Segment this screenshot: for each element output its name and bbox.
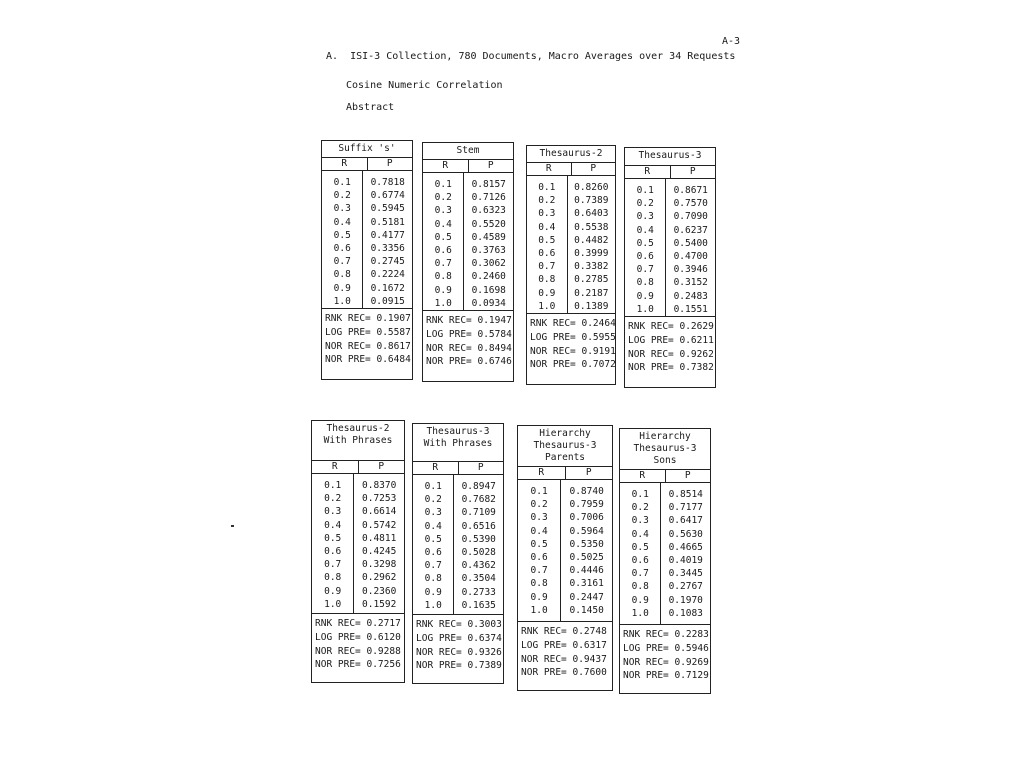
precision-value: 0.2447 <box>569 591 604 603</box>
recall-value: 0.8 <box>424 573 442 585</box>
precision-value: 0.3152 <box>673 277 708 289</box>
precision-value: 0.8157 <box>471 179 506 190</box>
recall-value: 0.3 <box>530 512 548 524</box>
precision-value: 0.5028 <box>461 547 496 559</box>
table-summary <box>312 614 404 682</box>
table-summary <box>423 311 513 381</box>
recall-value: 0.7 <box>324 559 342 571</box>
summary-line: RNK REC= 0.2629 <box>628 321 714 332</box>
recall-value: 0.3 <box>636 211 654 223</box>
precision-value: 0.7570 <box>673 198 708 210</box>
summary-line: RNK REC= 0.1947 <box>426 315 512 326</box>
precision-value: 0.3382 <box>574 261 609 273</box>
recall-value: 0.9 <box>324 585 342 597</box>
table-title-line: Stem <box>456 145 480 156</box>
table-title <box>322 141 412 158</box>
recall-value: 1.0 <box>530 604 548 616</box>
recall-value: 0.8 <box>333 269 351 281</box>
summary-line: NOR PRE= 0.6484 <box>325 354 411 366</box>
precision-value: 0.2767 <box>668 581 703 593</box>
table-summary <box>620 625 710 693</box>
results-table <box>619 428 711 694</box>
summary-line: NOR PRE= 0.7129 <box>623 670 709 682</box>
recall-value: 0.6 <box>636 251 654 263</box>
recall-value: 0.2 <box>636 198 654 210</box>
table-title <box>527 146 615 163</box>
recall-value: 0.5 <box>324 532 342 544</box>
precision-value: 0.7959 <box>569 499 604 511</box>
table-title-line: Thesaurus-3 <box>426 426 490 437</box>
summary-line: RNK REC= 0.2283 <box>623 629 709 640</box>
table-title-line: Thesaurus-3 <box>633 443 697 454</box>
recall-value: 0.1 <box>530 486 548 497</box>
precision-value: 0.4446 <box>569 565 604 577</box>
summary-line: NOR REC= 0.9326 <box>416 646 502 658</box>
summary-line: NOR PRE= 0.7256 <box>315 659 401 671</box>
recall-value: 0.4 <box>631 528 649 540</box>
results-table <box>412 423 504 684</box>
precision-value: 0.8370 <box>362 480 397 491</box>
precision-value: 0.1083 <box>668 607 703 619</box>
summary-line: NOR REC= 0.9437 <box>521 653 607 665</box>
recall-value: 0.2 <box>530 499 548 511</box>
recall-value: 0.7 <box>538 261 556 273</box>
results-table <box>624 147 716 388</box>
recall-value: 0.5 <box>631 541 649 553</box>
precision-value: 0.4362 <box>461 560 496 572</box>
summary-line: LOG PRE= 0.5955 <box>530 331 616 343</box>
recall-value: 1.0 <box>434 297 452 309</box>
column-headers <box>312 461 404 474</box>
precision-value: 0.2962 <box>362 572 397 584</box>
recall-value: 0.1 <box>333 177 351 188</box>
recall-value: 0.1 <box>324 480 342 491</box>
precision-value: 0.3946 <box>673 264 708 276</box>
precision-value: 0.1551 <box>673 303 708 315</box>
precision-value: 0.6516 <box>461 520 496 532</box>
table-title-line: Suffix 's' <box>338 143 396 154</box>
col-header-p: P <box>487 160 494 171</box>
recall-value: 0.5 <box>636 237 654 249</box>
col-header-p: P <box>689 166 696 177</box>
precision-value: 0.1970 <box>668 594 703 606</box>
column-headers <box>518 467 612 480</box>
precision-value: 0.4665 <box>668 541 703 553</box>
precision-value: 0.3504 <box>461 573 496 585</box>
recall-value: 1.0 <box>631 607 649 619</box>
precision-value: 0.8514 <box>668 489 703 500</box>
precision-value: 0.6417 <box>668 515 703 527</box>
recall-value: 0.1 <box>636 185 654 196</box>
precision-value: 0.2360 <box>362 585 397 597</box>
precision-value: 0.3445 <box>668 568 703 580</box>
precision-value: 0.8740 <box>569 486 604 497</box>
recall-value: 0.2 <box>434 192 452 204</box>
recall-value: 0.4 <box>333 216 351 228</box>
column-headers <box>527 163 615 176</box>
precision-value: 0.4811 <box>362 532 397 544</box>
col-header-p: P <box>378 461 385 472</box>
precision-value: 0.6774 <box>370 190 405 202</box>
recall-value: 0.8 <box>538 274 556 286</box>
precision-value: 0.5964 <box>569 525 604 537</box>
recall-value: 0.8 <box>324 572 342 584</box>
summary-line: NOR PRE= 0.7382 <box>628 362 714 374</box>
summary-line: RNK REC= 0.2464 <box>530 318 616 329</box>
recall-value: 0.1 <box>538 182 556 193</box>
summary-line: NOR PRE= 0.7600 <box>521 667 607 679</box>
col-header-p: P <box>386 158 393 169</box>
precision-value: 0.5945 <box>370 203 405 215</box>
summary-line: LOG PRE= 0.6317 <box>521 639 607 651</box>
precision-value: 0.2187 <box>574 287 609 299</box>
recall-value: 0.9 <box>538 287 556 299</box>
table-title-line: Thesaurus-2 <box>539 148 603 159</box>
col-header-r: R <box>413 462 459 474</box>
precision-value: 0.1592 <box>362 598 397 610</box>
recall-value: 0.5 <box>530 538 548 550</box>
table-title-line: Hierarchy <box>539 428 591 439</box>
table-title-line: With Phrases <box>423 438 493 449</box>
precision-value: 0.4245 <box>362 546 397 558</box>
correlation-heading: Cosine Numeric Correlation <box>346 80 503 91</box>
table-title-line: Sons <box>653 455 677 466</box>
table-summary <box>527 314 615 384</box>
precision-value: 0.5025 <box>569 552 604 564</box>
results-table <box>321 140 413 380</box>
recall-value: 0.2 <box>324 493 342 505</box>
recall-value: 0.8 <box>631 581 649 593</box>
precision-value: 0.1389 <box>574 300 609 312</box>
recall-value: 0.5 <box>333 229 351 241</box>
table-title <box>518 426 612 467</box>
recall-value: 0.7 <box>424 560 442 572</box>
summary-line: RNK REC= 0.2748 <box>521 626 607 637</box>
table-title-line: Parents <box>544 452 586 463</box>
column-headers <box>413 462 503 475</box>
precision-value: 0.2460 <box>471 271 506 283</box>
precision-value: 0.3999 <box>574 248 609 260</box>
recall-value: 1.0 <box>333 295 351 307</box>
precision-value: 0.0934 <box>471 297 506 309</box>
precision-value: 0.4700 <box>673 251 708 263</box>
results-table <box>517 425 613 691</box>
collection-heading: A. ISI-3 Collection, 780 Documents, Macro Averages over 34 Requests <box>326 51 736 62</box>
column-headers <box>322 158 412 171</box>
summary-line: RNK REC= 0.2717 <box>315 618 401 629</box>
precision-value: 0.8671 <box>673 185 708 196</box>
summary-line: NOR PRE= 0.7072 <box>530 359 616 371</box>
recall-value: 0.4 <box>530 525 548 537</box>
summary-line: LOG PRE= 0.6374 <box>416 632 502 644</box>
table-title-line: Thesaurus-2 <box>326 423 390 434</box>
table-body <box>312 474 404 614</box>
recall-value: 0.3 <box>324 506 342 518</box>
precision-value: 0.3298 <box>362 559 397 571</box>
precision-value: 0.7682 <box>461 494 496 506</box>
recall-value: 0.7 <box>631 568 649 580</box>
results-table <box>422 142 514 382</box>
recall-value: 0.8 <box>636 277 654 289</box>
summary-line: LOG PRE= 0.5587 <box>325 326 411 338</box>
summary-line: NOR REC= 0.9288 <box>315 645 401 657</box>
precision-value: 0.3356 <box>370 243 405 255</box>
precision-value: 0.4589 <box>471 231 506 243</box>
precision-value: 0.5181 <box>370 216 405 228</box>
precision-value: 0.5630 <box>668 528 703 540</box>
summary-line: LOG PRE= 0.5784 <box>426 328 512 340</box>
col-header-r: R <box>527 163 572 175</box>
table-body <box>518 480 612 622</box>
precision-value: 0.5520 <box>471 218 506 230</box>
recall-value: 0.3 <box>538 208 556 220</box>
table-body <box>620 483 710 625</box>
precision-value: 0.5742 <box>362 519 397 531</box>
col-header-r: R <box>518 467 566 479</box>
col-header-r: R <box>312 461 359 473</box>
precision-value: 0.5390 <box>461 533 496 545</box>
col-header-p: P <box>684 470 691 481</box>
summary-line: NOR REC= 0.9191 <box>530 345 616 357</box>
recall-value: 0.8 <box>530 578 548 590</box>
page-number: A-3 <box>722 36 741 47</box>
precision-value: 0.4019 <box>668 555 703 567</box>
table-title-line: Thesaurus-3 <box>638 150 702 161</box>
table-body <box>413 475 503 615</box>
table-body <box>423 173 513 311</box>
recall-value: 0.4 <box>324 519 342 531</box>
precision-value: 0.2224 <box>370 269 405 281</box>
col-header-r: R <box>322 158 368 170</box>
recall-value: 0.2 <box>631 502 649 514</box>
column-headers <box>625 166 715 179</box>
recall-value: 0.6 <box>538 248 556 260</box>
recall-value: 0.3 <box>424 507 442 519</box>
precision-value: 0.6323 <box>471 205 506 217</box>
precision-value: 0.6614 <box>362 506 397 518</box>
summary-line: LOG PRE= 0.6120 <box>315 631 401 643</box>
table-title <box>423 143 513 160</box>
summary-line: NOR REC= 0.9269 <box>623 656 709 668</box>
recall-value: 0.7 <box>434 258 452 270</box>
precision-value: 0.7126 <box>471 192 506 204</box>
table-title-line: With Phrases <box>323 435 393 446</box>
precision-value: 0.1450 <box>569 604 604 616</box>
summary-line: NOR REC= 0.8494 <box>426 342 512 354</box>
col-header-p: P <box>590 163 597 174</box>
recall-value: 0.2 <box>333 190 351 202</box>
recall-value: 0.9 <box>434 284 452 296</box>
col-header-r: R <box>620 470 666 482</box>
recall-value: 0.1 <box>424 481 442 492</box>
table-title <box>620 429 710 470</box>
table-title-line: Hierarchy <box>639 431 691 442</box>
summary-line: NOR REC= 0.8617 <box>325 340 411 352</box>
recall-value: 0.7 <box>636 264 654 276</box>
precision-value: 0.3763 <box>471 245 506 257</box>
recall-value: 0.9 <box>530 591 548 603</box>
recall-value: 0.6 <box>434 245 452 257</box>
table-body <box>527 176 615 314</box>
precision-value: 0.5350 <box>569 538 604 550</box>
table-title-line: Thesaurus-3 <box>533 440 597 451</box>
precision-value: 0.2745 <box>370 256 405 268</box>
precision-value: 0.4177 <box>370 229 405 241</box>
table-summary <box>518 622 612 690</box>
recall-value: 0.5 <box>434 231 452 243</box>
precision-value: 0.7177 <box>668 502 703 514</box>
table-body <box>625 179 715 317</box>
precision-value: 0.8260 <box>574 182 609 193</box>
col-header-p: P <box>585 467 592 478</box>
precision-value: 0.7818 <box>370 177 405 188</box>
recall-value: 0.6 <box>324 546 342 558</box>
recall-value: 0.2 <box>424 494 442 506</box>
table-body <box>322 171 412 309</box>
summary-line: NOR PRE= 0.7389 <box>416 660 502 672</box>
summary-line: LOG PRE= 0.6211 <box>628 334 714 346</box>
precision-value: 0.5538 <box>574 221 609 233</box>
precision-value: 0.5400 <box>673 237 708 249</box>
recall-value: 0.9 <box>333 282 351 294</box>
recall-value: 0.4 <box>538 221 556 233</box>
recall-value: 0.9 <box>631 594 649 606</box>
recall-value: 0.5 <box>538 234 556 246</box>
table-title <box>413 424 503 462</box>
precision-value: 0.2733 <box>461 586 496 598</box>
recall-value: 0.9 <box>424 586 442 598</box>
precision-value: 0.7253 <box>362 493 397 505</box>
recall-value: 0.6 <box>424 547 442 559</box>
stray-mark <box>231 525 234 527</box>
recall-value: 1.0 <box>424 599 442 611</box>
recall-value: 0.9 <box>636 290 654 302</box>
recall-value: 0.5 <box>424 533 442 545</box>
recall-value: 1.0 <box>636 303 654 315</box>
table-title <box>625 148 715 166</box>
precision-value: 0.1635 <box>461 599 496 611</box>
recall-value: 0.6 <box>333 243 351 255</box>
recall-value: 0.7 <box>530 565 548 577</box>
table-summary <box>413 615 503 683</box>
precision-value: 0.7090 <box>673 211 708 223</box>
precision-value: 0.4482 <box>574 234 609 246</box>
recall-value: 0.4 <box>636 224 654 236</box>
recall-value: 0.2 <box>538 195 556 207</box>
recall-value: 0.4 <box>434 218 452 230</box>
precision-value: 0.3062 <box>471 258 506 270</box>
column-headers <box>423 160 513 173</box>
column-headers <box>620 470 710 483</box>
results-table <box>311 420 405 683</box>
precision-value: 0.6237 <box>673 224 708 236</box>
recall-value: 0.7 <box>333 256 351 268</box>
results-table <box>526 145 616 385</box>
recall-value: 0.1 <box>631 489 649 500</box>
col-header-p: P <box>477 462 484 473</box>
table-title <box>312 421 404 461</box>
recall-value: 1.0 <box>324 598 342 610</box>
recall-value: 0.3 <box>434 205 452 217</box>
precision-value: 0.2483 <box>673 290 708 302</box>
abstract-heading: Abstract <box>346 102 395 113</box>
precision-value: 0.1672 <box>370 282 405 294</box>
recall-value: 0.6 <box>530 552 548 564</box>
summary-line: NOR REC= 0.9262 <box>628 348 714 360</box>
precision-value: 0.7109 <box>461 507 496 519</box>
table-summary <box>322 309 412 379</box>
summary-line: RNK REC= 0.1907 <box>325 313 411 324</box>
precision-value: 0.2785 <box>574 274 609 286</box>
recall-value: 1.0 <box>538 300 556 312</box>
precision-value: 0.7389 <box>574 195 609 207</box>
recall-value: 0.3 <box>333 203 351 215</box>
recall-value: 0.3 <box>631 515 649 527</box>
precision-value: 0.6403 <box>574 208 609 220</box>
summary-line: NOR PRE= 0.6746 <box>426 356 512 368</box>
summary-line: LOG PRE= 0.5946 <box>623 642 709 654</box>
recall-value: 0.1 <box>434 179 452 190</box>
precision-value: 0.3161 <box>569 578 604 590</box>
col-header-r: R <box>625 166 671 178</box>
precision-value: 0.0915 <box>370 295 405 307</box>
summary-line: RNK REC= 0.3003 <box>416 619 502 630</box>
recall-value: 0.8 <box>434 271 452 283</box>
recall-value: 0.4 <box>424 520 442 532</box>
col-header-r: R <box>423 160 469 172</box>
table-summary <box>625 317 715 387</box>
precision-value: 0.7006 <box>569 512 604 524</box>
recall-value: 0.6 <box>631 555 649 567</box>
precision-value: 0.1698 <box>471 284 506 296</box>
precision-value: 0.8947 <box>461 481 496 492</box>
